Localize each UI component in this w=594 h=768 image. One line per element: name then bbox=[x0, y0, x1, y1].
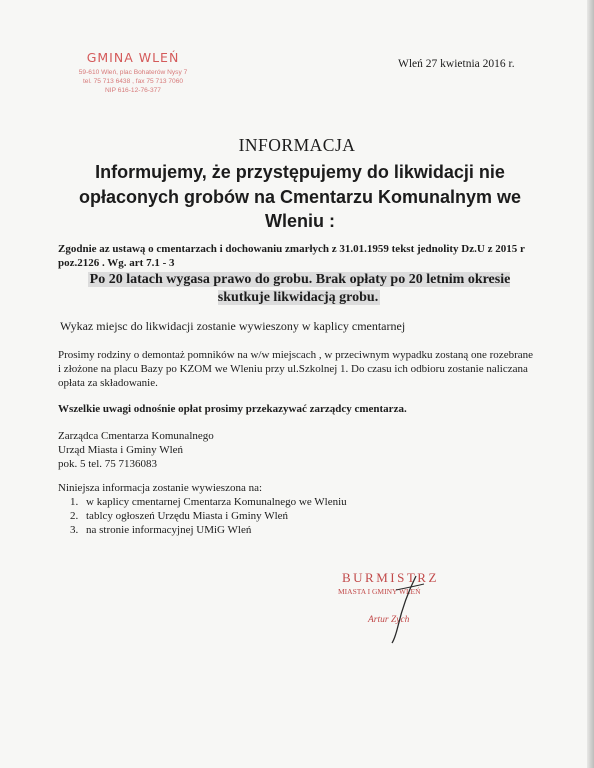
list-item-number: 1. bbox=[70, 496, 79, 508]
highlight-text: Po 20 latach wygasa prawo do grobu. Brak opłaty po 20 letnim okresie skutkuje likwidacją grobu. bbox=[89, 272, 511, 305]
remarks-paragraph: Wszelkie uwagi odnośnie opłat prosimy przekazywać zarządcy cmentarza. bbox=[58, 403, 407, 415]
stamp-subtitle: MIASTA I GMINY WLEŃ bbox=[338, 587, 421, 596]
request-paragraph: Prosimy rodziny o demontaż pomników na w/w miejscach , w przeciwnym wypadku zostaną one rozebrane i złożone na placu Bazy po KZOM we Wleniu przy ul.Szkolnej 1. Do czasu ich odbioru zostanie naliczana opłata za składowanie. bbox=[58, 349, 534, 389]
highlight-notice bbox=[78, 271, 520, 307]
letterhead-nip: NIP 616-12-76-377 bbox=[105, 87, 161, 94]
document-subheading: Informujemy, że przystępujemy do likwidacji nie opłaconych grobów na Cmentarzu Komunalnym we Wleniu : bbox=[78, 162, 522, 231]
list-item bbox=[70, 496, 347, 510]
administrator-line: Zarządca Cmentarza Komunalnego bbox=[58, 430, 214, 442]
legal-basis: Zgodnie az ustawą o cmentarzach i dochowaniu zmarłych z 31.01.1959 tekst jednolity Dz.U z 2015 r poz.2126 . Wg. art 7.1 - 3 bbox=[58, 243, 525, 269]
list-notice: Wykaz miejsc do likwidacji zostanie wywieszony w kaplicy cmentarnej bbox=[60, 319, 406, 333]
administrator-line: Urząd Miasta i Gminy Wleń bbox=[58, 443, 184, 456]
mayor-stamp bbox=[312, 564, 472, 644]
list-item bbox=[70, 524, 347, 538]
list-item bbox=[70, 510, 347, 524]
posting-notice: Niniejsza informacja zostanie wywieszona na: bbox=[58, 482, 263, 494]
list-item-number: 2. bbox=[70, 509, 79, 522]
letterhead bbox=[58, 50, 208, 95]
administrator-block bbox=[58, 430, 214, 471]
list-item-text: na stronie informacyjnej UMiG Wleń bbox=[86, 523, 252, 536]
stamp-signatory: Artur Zych bbox=[368, 615, 410, 625]
letterhead-phone: tel. 75 713 6438 , fax 75 713 7060 bbox=[82, 78, 184, 85]
document-title: INFORMACJA bbox=[238, 135, 356, 155]
document-date: Wleń 27 kwietnia 2016 r. bbox=[398, 58, 515, 70]
administrator-line: pok. 5 tel. 75 7136083 bbox=[58, 457, 157, 470]
posting-places-list bbox=[70, 496, 347, 537]
list-item-text: w kaplicy cmentarnej Cmentarza Komunalnego we Wleniu bbox=[86, 496, 347, 508]
list-item-number: 3. bbox=[70, 523, 79, 536]
letterhead-address: 59-610 Wleń, plac Bohaterów Nysy 7 bbox=[78, 69, 188, 76]
stamp-title: BURMISTRZ bbox=[342, 570, 439, 585]
letterhead-name: GMINA WLEŃ bbox=[86, 50, 180, 65]
page-edge-shadow bbox=[587, 0, 594, 768]
list-item-text: tablcy ogłoszeń Urzędu Miasta i Gminy Wleń bbox=[86, 509, 289, 522]
